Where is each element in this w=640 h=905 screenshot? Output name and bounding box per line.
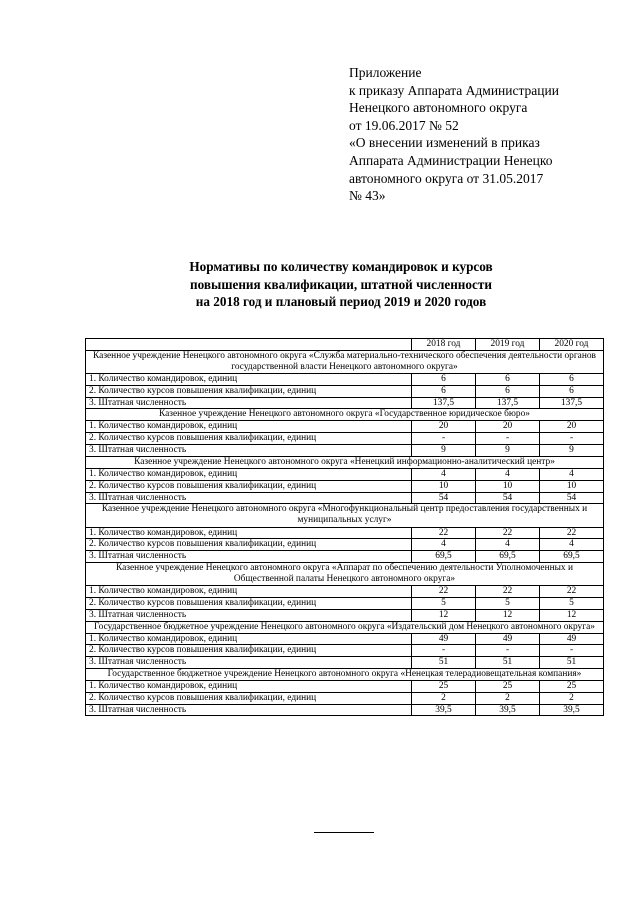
organization-name: Казенное учреждение Ненецкого автономного округа «Аппарат по обеспечению деятельности Уполномоченных и Общественной палаты Ненецкого автономного округа» xyxy=(86,562,604,585)
value-cell: 137,5 xyxy=(412,397,476,409)
value-cell: - xyxy=(540,433,604,445)
organization-name: Государственное бюджетное учреждение Ненецкого автономного округа «Ненецкая телерадиовещательная компания» xyxy=(86,668,604,680)
value-cell: 54 xyxy=(540,492,604,504)
value-cell: 39,5 xyxy=(476,704,540,716)
row-label: 2. Количество курсов повышения квалификации, единиц xyxy=(86,597,412,609)
value-cell: 20 xyxy=(412,421,476,433)
value-cell: 10 xyxy=(412,480,476,492)
organization-row xyxy=(86,409,604,421)
row-label: 2. Количество курсов повышения квалификации, единиц xyxy=(86,433,412,445)
value-cell: - xyxy=(412,645,476,657)
value-cell: 2 xyxy=(476,692,540,704)
row-label: 1. Количество командировок, единиц xyxy=(86,586,412,598)
value-cell: - xyxy=(412,433,476,445)
organization-row xyxy=(86,504,604,527)
value-cell: 69,5 xyxy=(412,551,476,563)
value-cell: 12 xyxy=(412,609,476,621)
appendix-header xyxy=(349,64,619,205)
row-label: 3. Штатная численность xyxy=(86,397,412,409)
table-row xyxy=(86,551,604,563)
value-cell: 5 xyxy=(540,597,604,609)
table-row xyxy=(86,527,604,539)
row-label: 1. Количество командировок, единиц xyxy=(86,681,412,693)
value-cell: 12 xyxy=(540,609,604,621)
organization-row xyxy=(86,562,604,585)
row-label: 1. Количество командировок, единиц xyxy=(86,527,412,539)
organization-row xyxy=(86,456,604,468)
appendix-line: Приложение xyxy=(349,65,422,80)
table-row xyxy=(86,397,604,409)
organization-row xyxy=(86,621,604,633)
value-cell: - xyxy=(540,645,604,657)
table-row xyxy=(86,539,604,551)
table-row xyxy=(86,692,604,704)
value-cell: 6 xyxy=(476,385,540,397)
value-cell: 51 xyxy=(476,657,540,669)
value-cell: 4 xyxy=(476,539,540,551)
appendix-line: Аппарата Администрации Ненецко xyxy=(349,152,553,168)
value-cell: 5 xyxy=(476,597,540,609)
row-label: 3. Штатная численность xyxy=(86,551,412,563)
value-cell: 4 xyxy=(540,539,604,551)
title-line: на 2018 год и плановый период 2019 и 2020 годов xyxy=(195,294,487,309)
value-cell: 9 xyxy=(412,445,476,457)
table-row xyxy=(86,704,604,716)
value-cell: 5 xyxy=(412,597,476,609)
appendix-line: автономного округа от 31.05.2017 xyxy=(349,170,544,186)
value-cell: 54 xyxy=(476,492,540,504)
value-cell: 6 xyxy=(540,385,604,397)
row-label: 2. Количество курсов повышения квалификации, единиц xyxy=(86,385,412,397)
appendix-line: «О внесении изменений в приказ xyxy=(349,135,540,151)
value-cell: 9 xyxy=(476,445,540,457)
table-row xyxy=(86,373,604,385)
end-separator-line xyxy=(314,832,374,833)
value-cell: 39,5 xyxy=(412,704,476,716)
row-label: 1. Количество командировок, единиц xyxy=(86,373,412,385)
table-row xyxy=(86,586,604,598)
value-cell: 49 xyxy=(540,633,604,645)
value-cell: 39,5 xyxy=(540,704,604,716)
organization-row xyxy=(86,350,604,373)
value-cell: 69,5 xyxy=(476,551,540,563)
value-cell: 22 xyxy=(412,527,476,539)
value-cell: 12 xyxy=(476,609,540,621)
value-cell: 10 xyxy=(476,480,540,492)
table-row xyxy=(86,681,604,693)
value-cell: 6 xyxy=(412,385,476,397)
value-cell: 137,5 xyxy=(476,397,540,409)
value-cell: - xyxy=(476,645,540,657)
value-cell: 4 xyxy=(412,539,476,551)
table-row xyxy=(86,609,604,621)
table-header-row xyxy=(86,339,604,351)
organization-name: Казенное учреждение Ненецкого автономного округа «Служба материально-технического обеспечения деятельности органов государственной власти Ненецкого автономного округа» xyxy=(86,350,604,373)
appendix-line: Ненецкого автономного округа xyxy=(349,100,528,116)
value-cell: 22 xyxy=(540,586,604,598)
row-label: 2. Количество курсов повышения квалификации, единиц xyxy=(86,480,412,492)
organization-name: Государственное бюджетное учреждение Ненецкого автономного округа «Издательский дом Ненецкого автономного округа» xyxy=(86,621,604,633)
appendix-line: к приказу Аппарата Администрации xyxy=(349,82,559,98)
value-cell: 2 xyxy=(540,692,604,704)
value-cell: 10 xyxy=(540,480,604,492)
value-cell: 25 xyxy=(476,681,540,693)
appendix-line: № 43» xyxy=(349,188,386,204)
organization-row xyxy=(86,668,604,680)
value-cell: 4 xyxy=(412,468,476,480)
value-cell: 54 xyxy=(412,492,476,504)
row-label: 3. Штатная численность xyxy=(86,704,412,716)
table-row xyxy=(86,480,604,492)
row-label: 2. Количество курсов повышения квалификации, единиц xyxy=(86,645,412,657)
title-line: повышения квалификации, штатной численности xyxy=(190,276,492,292)
table-row xyxy=(86,657,604,669)
table-row xyxy=(86,492,604,504)
value-cell: 69,5 xyxy=(540,551,604,563)
value-cell: 25 xyxy=(540,681,604,693)
document-title xyxy=(80,258,602,311)
value-cell: 9 xyxy=(540,445,604,457)
row-label: 3. Штатная численность xyxy=(86,609,412,621)
table-row xyxy=(86,445,604,457)
organization-name: Казенное учреждение Ненецкого автономного округа «Ненецкий информационно-аналитический центр» xyxy=(86,456,604,468)
title-line: Нормативы по количеству командировок и курсов xyxy=(189,259,493,274)
value-cell: 4 xyxy=(540,468,604,480)
norms-table-container xyxy=(85,338,603,716)
row-label: 1. Количество командировок, единиц xyxy=(86,468,412,480)
organization-name: Казенное учреждение Ненецкого автономного округа «Многофункциональный центр предоставления государственных и муниципальных услуг» xyxy=(86,504,604,527)
table-row xyxy=(86,433,604,445)
year-header: 2020 год xyxy=(540,339,604,351)
value-cell: 49 xyxy=(412,633,476,645)
value-cell: 51 xyxy=(540,657,604,669)
table-row xyxy=(86,633,604,645)
value-cell: 25 xyxy=(412,681,476,693)
header-empty-cell xyxy=(86,339,412,351)
row-label: 2. Количество курсов повышения квалификации, единиц xyxy=(86,692,412,704)
year-header: 2019 год xyxy=(476,339,540,351)
value-cell: 6 xyxy=(540,373,604,385)
organization-name: Казенное учреждение Ненецкого автономного округа «Государственное юридическое бюро» xyxy=(86,409,604,421)
table-row xyxy=(86,385,604,397)
value-cell: 49 xyxy=(476,633,540,645)
row-label: 3. Штатная численность xyxy=(86,657,412,669)
value-cell: 6 xyxy=(412,373,476,385)
value-cell: 22 xyxy=(476,527,540,539)
value-cell: 137,5 xyxy=(540,397,604,409)
table-row xyxy=(86,597,604,609)
norms-table xyxy=(85,338,604,716)
table-row xyxy=(86,468,604,480)
value-cell: 2 xyxy=(412,692,476,704)
row-label: 2. Количество курсов повышения квалификации, единиц xyxy=(86,539,412,551)
value-cell: 51 xyxy=(412,657,476,669)
value-cell: 6 xyxy=(476,373,540,385)
value-cell: 4 xyxy=(476,468,540,480)
row-label: 3. Штатная численность xyxy=(86,492,412,504)
value-cell: 22 xyxy=(540,527,604,539)
table-row xyxy=(86,645,604,657)
row-label: 3. Штатная численность xyxy=(86,445,412,457)
value-cell: - xyxy=(476,433,540,445)
row-label: 1. Количество командировок, единиц xyxy=(86,633,412,645)
value-cell: 20 xyxy=(476,421,540,433)
appendix-line: от 19.06.2017 № 52 xyxy=(349,117,459,133)
year-header: 2018 год xyxy=(412,339,476,351)
value-cell: 20 xyxy=(540,421,604,433)
row-label: 1. Количество командировок, единиц xyxy=(86,421,412,433)
value-cell: 22 xyxy=(476,586,540,598)
value-cell: 22 xyxy=(412,586,476,598)
table-row xyxy=(86,421,604,433)
